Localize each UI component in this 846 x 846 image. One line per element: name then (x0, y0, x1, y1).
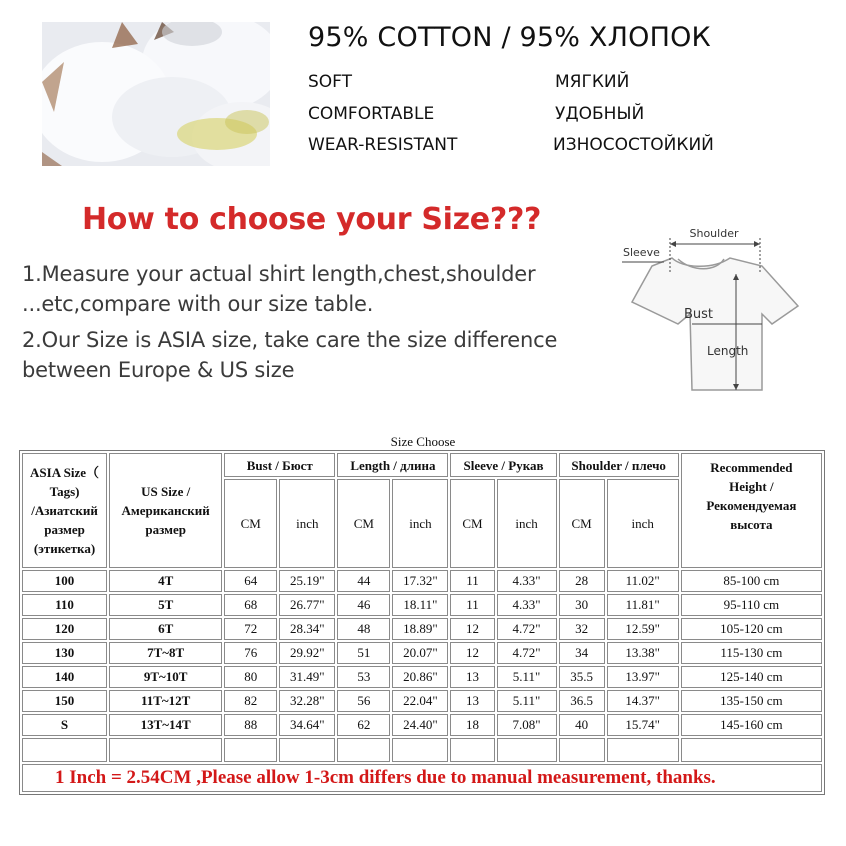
cell-bust-cm: 72 (224, 618, 277, 640)
cell-recommended-height: 135-150 cm (681, 690, 822, 712)
cell-length-cm: 53 (337, 666, 390, 688)
cell-bust-inch: 29.92" (279, 642, 335, 664)
table-row (22, 618, 822, 640)
cell-bust-cm: 68 (224, 594, 277, 616)
table-row (22, 690, 822, 712)
diagram-label-shoulder: Shoulder (689, 227, 739, 240)
cell-bust-inch: 34.64" (279, 714, 335, 736)
cell-bust-inch: 31.49" (279, 666, 335, 688)
cell-shoulder-cm: 30 (559, 594, 605, 616)
table-row (22, 666, 822, 688)
size-guide-title: How to choose your Size??? (82, 202, 542, 237)
table-row (22, 570, 822, 592)
header-sleeve: Sleeve / Рукав (450, 453, 556, 477)
unit-inch: inch (392, 479, 448, 568)
cell-recommended-height: 85-100 cm (681, 570, 822, 592)
cell-bust-cm: 80 (224, 666, 277, 688)
cell-asia-size: 120 (22, 618, 107, 640)
cell-length-cm: 51 (337, 642, 390, 664)
cell-shoulder-inch: 14.37" (607, 690, 679, 712)
cell-sleeve-inch: 7.08" (497, 714, 557, 736)
cell-shoulder-cm: 36.5 (559, 690, 605, 712)
header-bust: Bust / Бюст (224, 453, 335, 477)
cell-asia-size: 100 (22, 570, 107, 592)
note-row (22, 764, 822, 792)
cell-length-inch: 18.11" (392, 594, 448, 616)
cell-sleeve-cm: 11 (450, 594, 494, 616)
cell-shoulder-cm: 28 (559, 570, 605, 592)
feature-soft-ru: МЯГКИЙ (555, 72, 630, 92)
size-rows (22, 570, 822, 736)
cell-shoulder-cm: 35.5 (559, 666, 605, 688)
cell-shoulder-cm: 40 (559, 714, 605, 736)
cell-recommended-height: 95-110 cm (681, 594, 822, 616)
cell-sleeve-cm: 11 (450, 570, 494, 592)
cell-sleeve-cm: 12 (450, 642, 494, 664)
unit-inch: inch (279, 479, 335, 568)
diagram-label-length: Length (707, 344, 749, 358)
cell-us-size: 13T~14T (109, 714, 222, 736)
cell-length-inch: 22.04" (392, 690, 448, 712)
table-header-row (22, 453, 822, 477)
cell-asia-size: S (22, 714, 107, 736)
cell-shoulder-inch: 11.02" (607, 570, 679, 592)
cell-asia-size: 110 (22, 594, 107, 616)
cell-length-inch: 18.89" (392, 618, 448, 640)
cell-sleeve-cm: 13 (450, 666, 494, 688)
cell-us-size: 6T (109, 618, 222, 640)
empty-row (22, 738, 822, 762)
cell-shoulder-inch: 11.81" (607, 594, 679, 616)
header-asia-size: ASIA Size（ Tags) /Азиатский размер (этикетка) (22, 453, 107, 568)
cell-length-cm: 48 (337, 618, 390, 640)
cell-us-size: 11T~12T (109, 690, 222, 712)
cell-recommended-height: 115-130 cm (681, 642, 822, 664)
cell-bust-inch: 25.19" (279, 570, 335, 592)
feature-wear-resistant: WEAR-RESISTANT (308, 135, 458, 155)
feature-comfortable-ru: УДОБНЫЙ (555, 104, 645, 124)
cell-asia-size: 140 (22, 666, 107, 688)
header-length: Length / длина (337, 453, 448, 477)
cell-sleeve-cm: 13 (450, 690, 494, 712)
cell-sleeve-inch: 5.11" (497, 666, 557, 688)
cell-length-inch: 24.40" (392, 714, 448, 736)
cell-length-inch: 20.86" (392, 666, 448, 688)
cotton-photo (42, 22, 270, 166)
table-row (22, 714, 822, 736)
instruction-line-1: 1.Measure your actual shirt length,chest,shoulder (22, 262, 536, 286)
instruction-line-2: ...etc,compare with our size table. (22, 292, 374, 316)
unit-inch: inch (607, 479, 679, 568)
table-row (22, 594, 822, 616)
measurement-note: 1 Inch = 2.54CM ,Please allow 1-3cm differs due to manual measurement, thanks. (22, 764, 822, 792)
cell-us-size: 9T~10T (109, 666, 222, 688)
cell-shoulder-cm: 34 (559, 642, 605, 664)
cell-shoulder-inch: 15.74" (607, 714, 679, 736)
cell-bust-inch: 32.28" (279, 690, 335, 712)
cell-length-cm: 56 (337, 690, 390, 712)
fabric-headline: 95% COTTON / 95% ХЛОПОК (308, 22, 711, 53)
instruction-line-4: between Europe & US size (22, 358, 295, 382)
cell-recommended-height: 125-140 cm (681, 666, 822, 688)
cell-sleeve-cm: 12 (450, 618, 494, 640)
table-row (22, 642, 822, 664)
cell-bust-inch: 28.34" (279, 618, 335, 640)
cell-bust-cm: 82 (224, 690, 277, 712)
cell-length-inch: 17.32" (392, 570, 448, 592)
cell-sleeve-cm: 18 (450, 714, 494, 736)
cell-bust-cm: 88 (224, 714, 277, 736)
feature-wear-resistant-ru: ИЗНОСОСТОЙКИЙ (553, 135, 714, 155)
cell-length-cm: 46 (337, 594, 390, 616)
cell-us-size: 7T~8T (109, 642, 222, 664)
cell-us-size: 5T (109, 594, 222, 616)
cell-bust-cm: 76 (224, 642, 277, 664)
cell-length-cm: 44 (337, 570, 390, 592)
cell-recommended-height: 145-160 cm (681, 714, 822, 736)
size-table (19, 450, 825, 795)
cell-sleeve-inch: 4.72" (497, 618, 557, 640)
cell-asia-size: 150 (22, 690, 107, 712)
feature-soft: SOFT (308, 72, 353, 92)
cell-asia-size: 130 (22, 642, 107, 664)
cell-sleeve-inch: 5.11" (497, 690, 557, 712)
cell-sleeve-inch: 4.33" (497, 594, 557, 616)
feature-comfortable: COMFORTABLE (308, 104, 435, 124)
cell-bust-cm: 64 (224, 570, 277, 592)
diagram-label-bust: Bust (684, 307, 714, 322)
cell-recommended-height: 105-120 cm (681, 618, 822, 640)
unit-cm: CM (450, 479, 494, 568)
unit-cm: CM (559, 479, 605, 568)
cell-length-cm: 62 (337, 714, 390, 736)
cell-sleeve-inch: 4.72" (497, 642, 557, 664)
cell-bust-inch: 26.77" (279, 594, 335, 616)
header-recommended-height: Recommended Height / Рекомендуемая высота (681, 453, 822, 568)
cell-sleeve-inch: 4.33" (497, 570, 557, 592)
unit-inch: inch (497, 479, 557, 568)
cell-shoulder-inch: 12.59" (607, 618, 679, 640)
cell-shoulder-inch: 13.38" (607, 642, 679, 664)
unit-cm: CM (224, 479, 277, 568)
header-us-size: US Size / Американский размер (109, 453, 222, 568)
cell-shoulder-inch: 13.97" (607, 666, 679, 688)
header-shoulder: Shoulder / плечо (559, 453, 679, 477)
cell-shoulder-cm: 32 (559, 618, 605, 640)
table-caption: Size Choose (390, 434, 456, 449)
shirt-measurement-diagram (612, 222, 812, 394)
cell-length-inch: 20.07" (392, 642, 448, 664)
instruction-line-3: 2.Our Size is ASIA size, take care the size difference (22, 328, 558, 352)
diagram-label-sleeve: Sleeve (623, 246, 660, 259)
unit-cm: CM (337, 479, 390, 568)
cell-us-size: 4T (109, 570, 222, 592)
